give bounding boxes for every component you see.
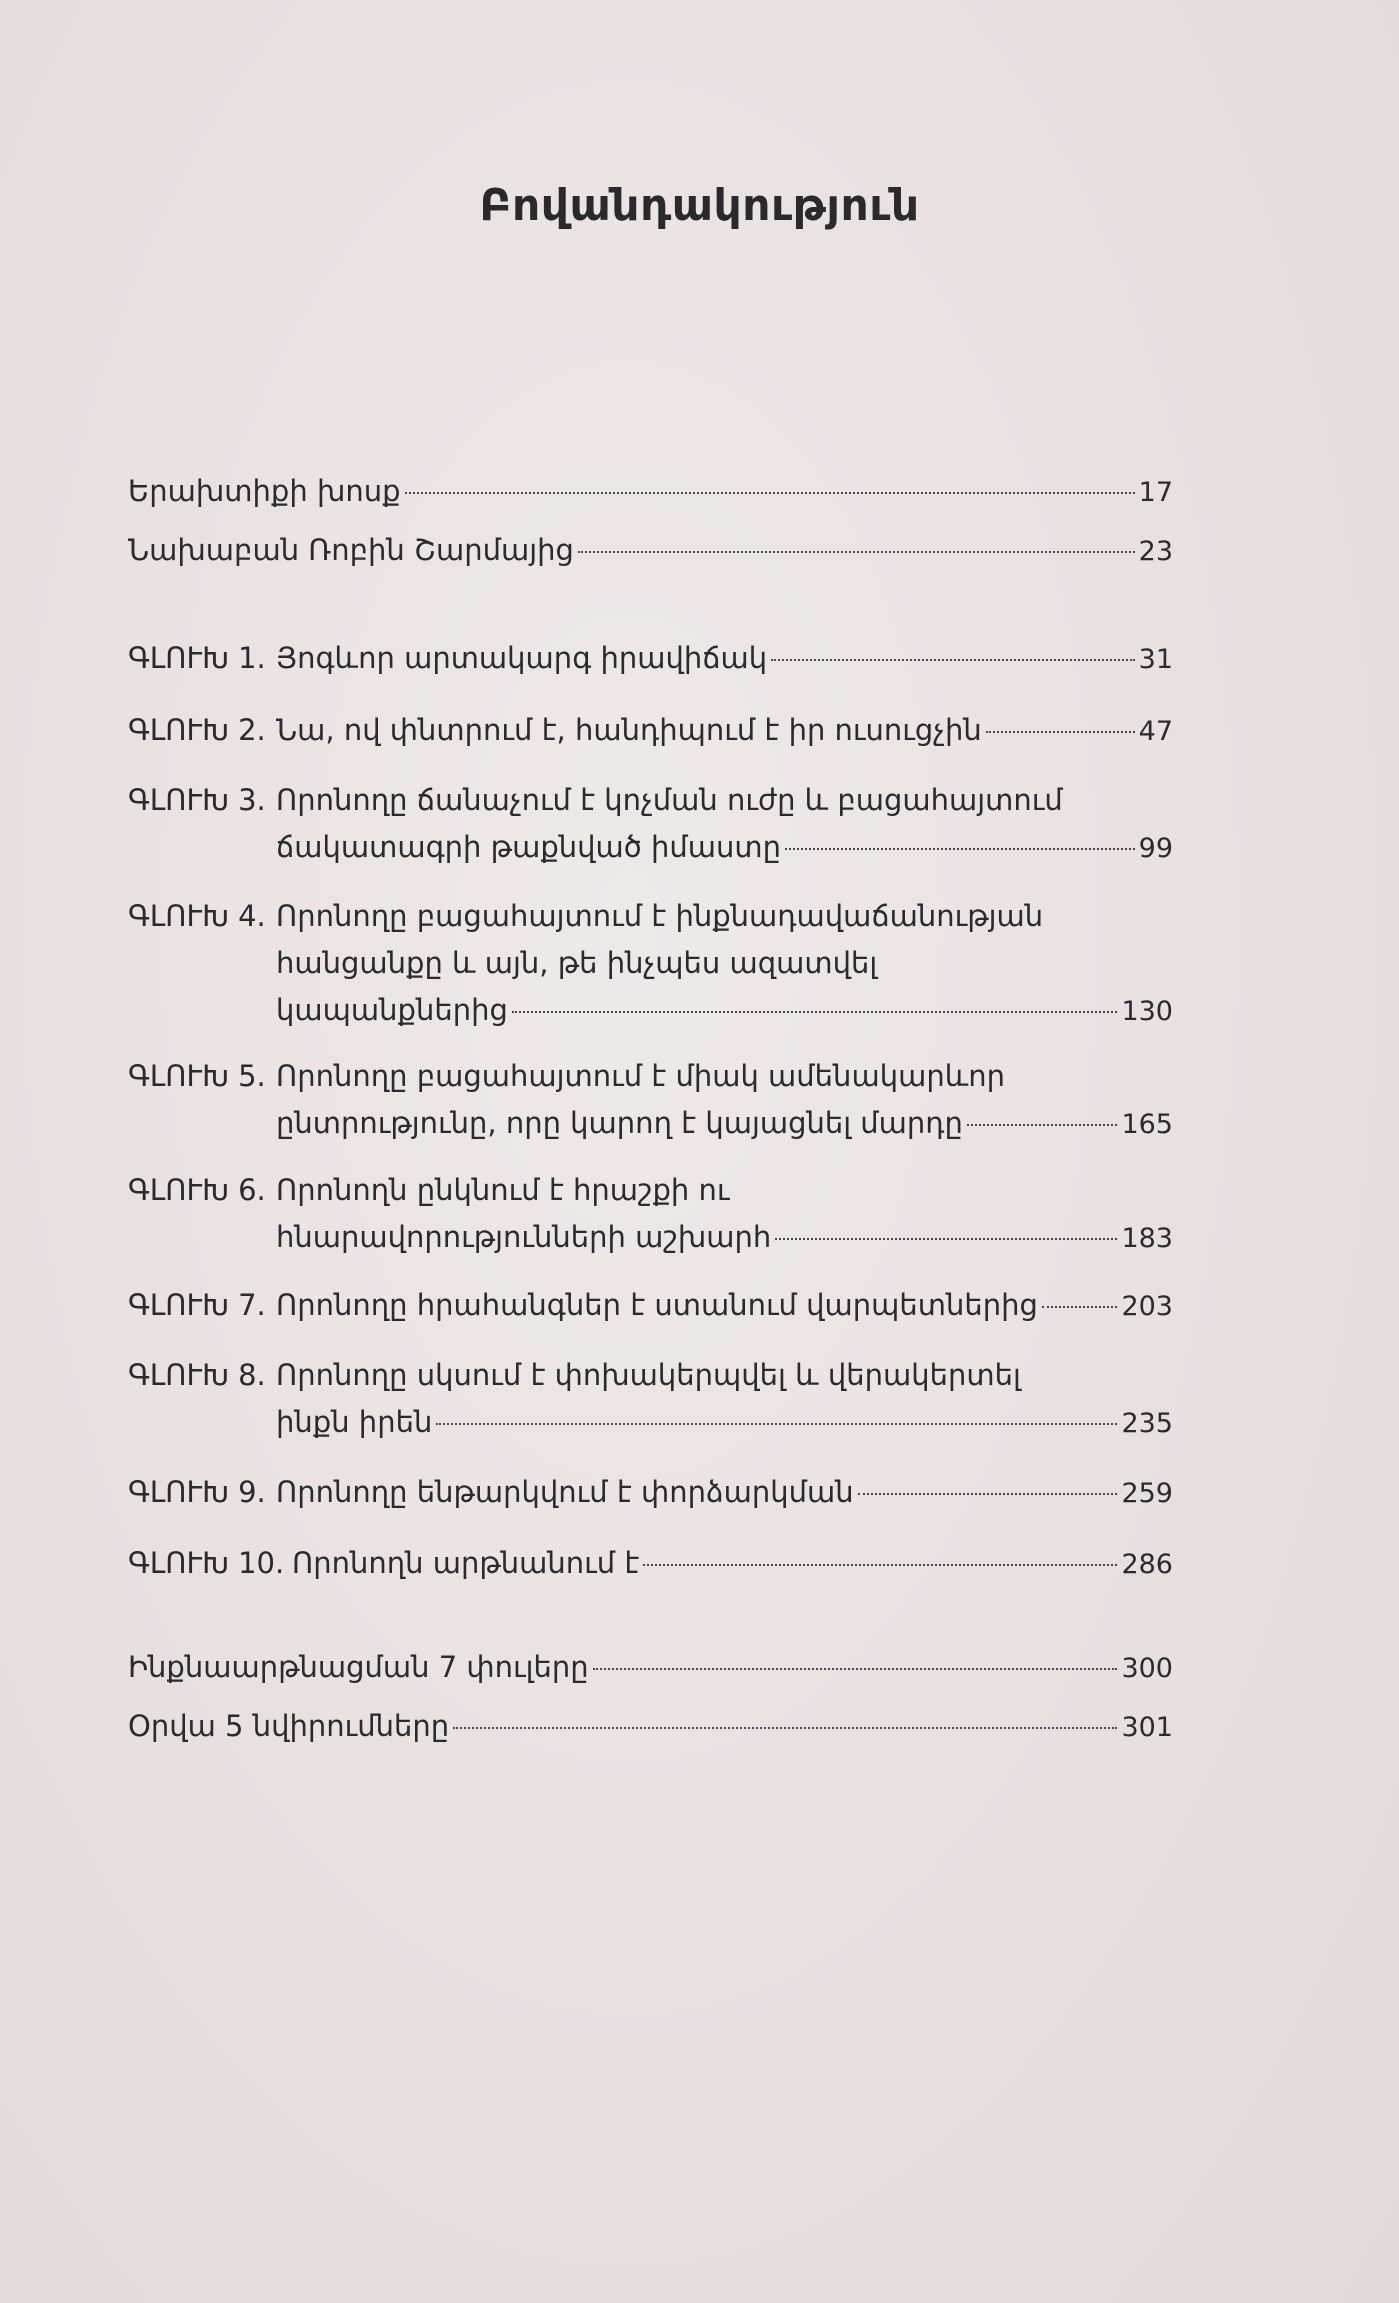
leader-dots <box>771 659 1135 661</box>
toc-page-number: 130 <box>1121 996 1173 1027</box>
toc-entry-title: հնարավորությունների աշխարհ <box>276 1220 772 1254</box>
toc-page-number: 31 <box>1138 644 1173 675</box>
toc-entry-chapter-5 <box>128 1053 1173 1148</box>
toc-entry-acknowledgements <box>128 468 1173 516</box>
toc-entry-title-line: Որոնողը բացահայտում է միակ ամենակարևոր <box>276 1059 1005 1093</box>
page-title: Բովանդակություն <box>479 180 920 231</box>
toc-page-number: 165 <box>1121 1109 1173 1140</box>
toc-page-number: 235 <box>1121 1408 1173 1439</box>
toc-entry-chapter-1 <box>128 635 1173 683</box>
chapter-number: ԳԼՈՒԽ 4. <box>128 899 266 933</box>
toc-page-number: 99 <box>1138 833 1173 864</box>
toc-entry-title: Յոգևոր արտակարգ իրավիճակ <box>276 641 768 675</box>
toc-page-number: 47 <box>1138 716 1173 747</box>
toc-entry-title: Որոնողն արթնանում է <box>292 1546 640 1580</box>
leader-dots <box>578 551 1135 553</box>
chapter-number: ԳԼՈՒԽ 9. <box>128 1475 266 1509</box>
chapter-number: ԳԼՈՒԽ 2. <box>128 713 266 747</box>
leader-dots <box>1042 1306 1118 1308</box>
toc-entry-title: Որոնողը հրահանգներ է ստանում վարպետներից <box>276 1288 1038 1322</box>
leader-dots <box>986 731 1135 733</box>
leader-dots <box>405 492 1135 494</box>
toc-entry-chapter-3 <box>128 777 1173 872</box>
chapter-number: ԳԼՈՒԽ 3. <box>128 783 266 817</box>
chapter-number: ԳԼՈՒԽ 6. <box>128 1173 266 1207</box>
toc-entry-chapter-4 <box>128 893 1173 1035</box>
leader-dots <box>775 1238 1117 1240</box>
toc-entry-chapter-8 <box>128 1352 1173 1447</box>
chapter-number: ԳԼՈՒԽ 8. <box>128 1358 266 1392</box>
toc-entry-title: Երախտիքի խոսք <box>128 474 401 508</box>
toc-entry-chapter-10 <box>128 1540 1173 1588</box>
toc-entry-title-line: Որոնողը ճանաչում է կոչման ուժը և բացահայտում <box>276 783 1063 817</box>
toc-entry-title: Ինքնաարթնացման 7 փուլերը <box>128 1650 589 1684</box>
toc-page-number: 301 <box>1121 1712 1173 1743</box>
toc-entry-five-devotions <box>128 1703 1173 1751</box>
toc-page-number: 300 <box>1121 1653 1173 1684</box>
leader-dots <box>967 1124 1118 1126</box>
toc-entry-title: ինքն իրեն <box>276 1405 433 1439</box>
toc-page-number: 183 <box>1121 1223 1173 1254</box>
chapter-number: ԳԼՈՒԽ 10. <box>128 1546 285 1580</box>
leader-dots <box>593 1668 1118 1670</box>
toc-entry-title: Նա, ով փնտրում է, հանդիպում է իր ուսուցչին <box>276 713 982 747</box>
toc-entry-chapter-9 <box>128 1469 1173 1517</box>
toc-page-number: 17 <box>1138 477 1173 508</box>
leader-dots <box>785 848 1135 850</box>
toc-entry-title-line: հանցանքը և այն, թե ինչպես ազատվել <box>276 946 878 980</box>
leader-dots <box>436 1423 1117 1425</box>
leader-dots <box>512 1011 1118 1013</box>
toc-page-number: 23 <box>1138 536 1173 567</box>
chapter-number: ԳԼՈՒԽ 1. <box>128 641 266 675</box>
toc-entry-chapter-6 <box>128 1167 1173 1262</box>
toc-entry-title: Օրվա 5 նվիրումները <box>128 1709 450 1743</box>
toc-entry-title: կապանքներից <box>276 993 508 1027</box>
leader-dots <box>643 1564 1117 1566</box>
leader-dots <box>453 1727 1117 1729</box>
toc-entry-title: ընտրությունը, որը կարող է կայացնել մարդը <box>276 1106 963 1140</box>
toc-page-number: 259 <box>1121 1478 1173 1509</box>
toc-entry-title: ճակատագրի թաքնված իմաստը <box>276 830 782 864</box>
chapter-number: ԳԼՈՒԽ 7. <box>128 1288 266 1322</box>
chapter-number: ԳԼՈՒԽ 5. <box>128 1059 266 1093</box>
toc-entry-chapter-7 <box>128 1282 1173 1330</box>
leader-dots <box>858 1493 1118 1495</box>
toc-entry-seven-stages <box>128 1644 1173 1692</box>
toc-page-number: 203 <box>1121 1291 1173 1322</box>
toc-entry-title: Որոնողը ենթարկվում է փորձարկման <box>276 1475 854 1509</box>
toc-entry-title-line: Որոնողը բացահայտում է ինքնադավաճանության <box>276 899 1044 933</box>
toc-entry-title-line: Որոնողն ընկնում է հրաշքի ու <box>276 1173 730 1207</box>
toc-entry-foreword <box>128 527 1173 575</box>
toc-entry-chapter-2 <box>128 707 1173 755</box>
toc-entry-title-line: Որոնողը սկսում է փոխակերպվել և վերակերտել <box>276 1358 1021 1392</box>
toc-entry-title: Նախաբան Ռոբին Շարմայից <box>128 533 574 567</box>
toc-page-number: 286 <box>1121 1549 1173 1580</box>
